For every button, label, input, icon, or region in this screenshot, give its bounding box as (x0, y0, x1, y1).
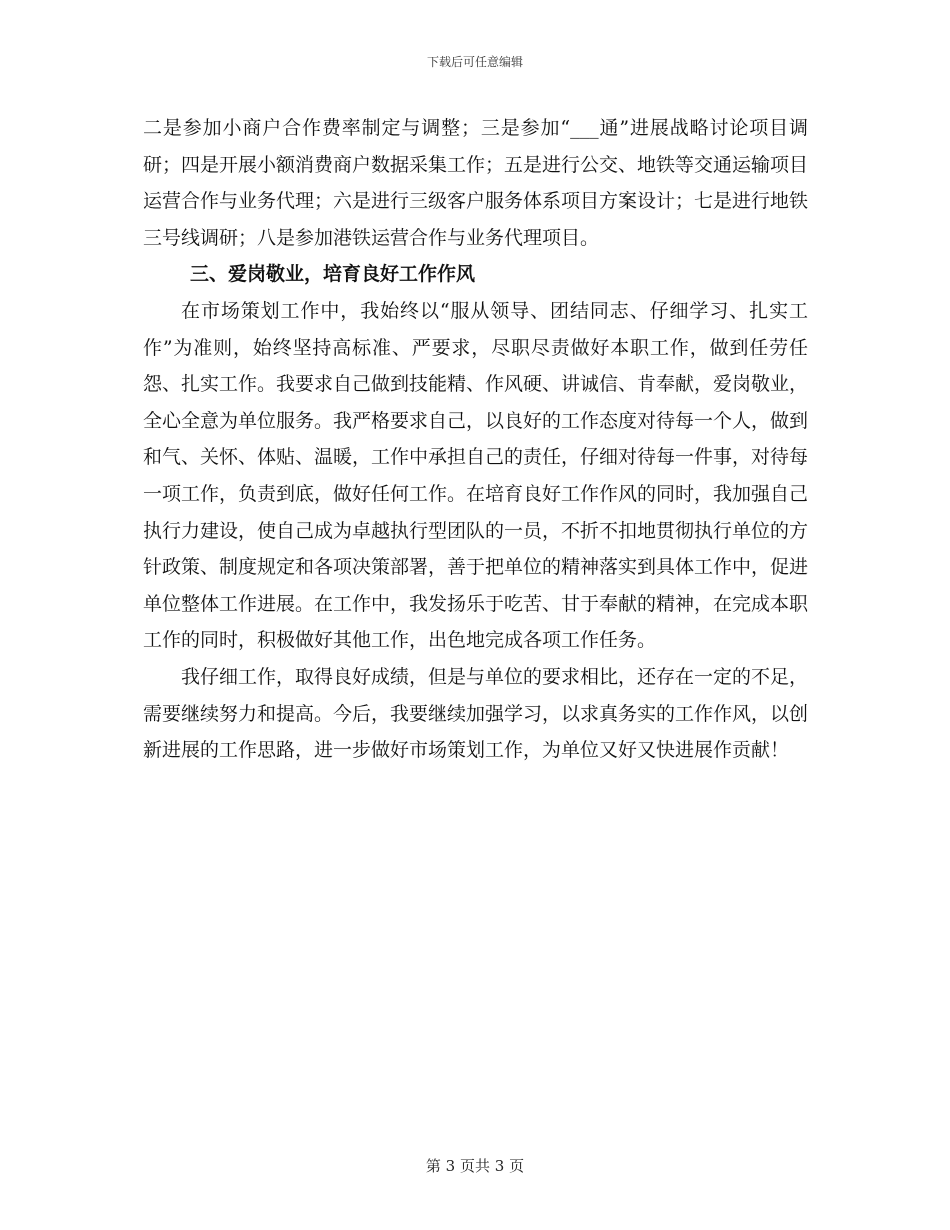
paragraph-work-style: 在市场策划工作中，我始终以“服从领导、团结同志、仔细学习、扎实工作”为准则，始终坚持高标准、严要求，尽职尽责做好本职工作，做到任劳任怨、扎实工作。我要求自己做到技能精、作风硬、讲诚信、肯奉献，爱岗敬业，全心全意为单位服务。我严格要求自己，以良好的工作态度对待每一个人，做到和气、关怀、体贴、温暖，工作中承担自己的责任，仔细对待每一件事，对待每一项工作，负责到底，做好任何工作。在培育良好工作作风的同时，我加强自己执行力建设，使自己成为卓越执行型团队的一员，不折不扣地贯彻执行单位的方针政策、制度规定和各项决策部署，善于把单位的精神落实到具体工作中，促进单位整体工作进展。在工作中，我发扬乐于吃苦、甘于奉献的精神，在完成本职工作的同时，积极做好其他工作，出色地完成各项工作任务。 (143, 299, 809, 652)
page-footer: 第 3 页共 3 页 (425, 1157, 525, 1175)
document-body (143, 110, 808, 769)
page-header: 下载后可任意编辑 (426, 55, 523, 69)
paragraph-conclusion: 我仔细工作，取得良好成绩，但是与单位的要求相比，还存在一定的不足，需要继续努力和提高。今后，我要继续加强学习，以求真务实的工作作风，以创新进展的工作思路，进一步做好市场策划工作，为单位又好又快进展作贡献！ (143, 665, 809, 762)
section-heading: 三、爱岗敬业，培育良好工作作风 (190, 263, 476, 286)
paragraph-continued: 二是参加小商户合作费率制定与调整；三是参加“___通”进展战略讨论项目调研；四是开展小额消费商户数据采集工作；五是进行公交、地铁等交通运输项目运营合作与业务代理；六是进行三级客户服务体系项目方案设计；七是进行地铁三号线调研；八是参加港铁运营合作与业务代理项目。 (143, 117, 809, 249)
